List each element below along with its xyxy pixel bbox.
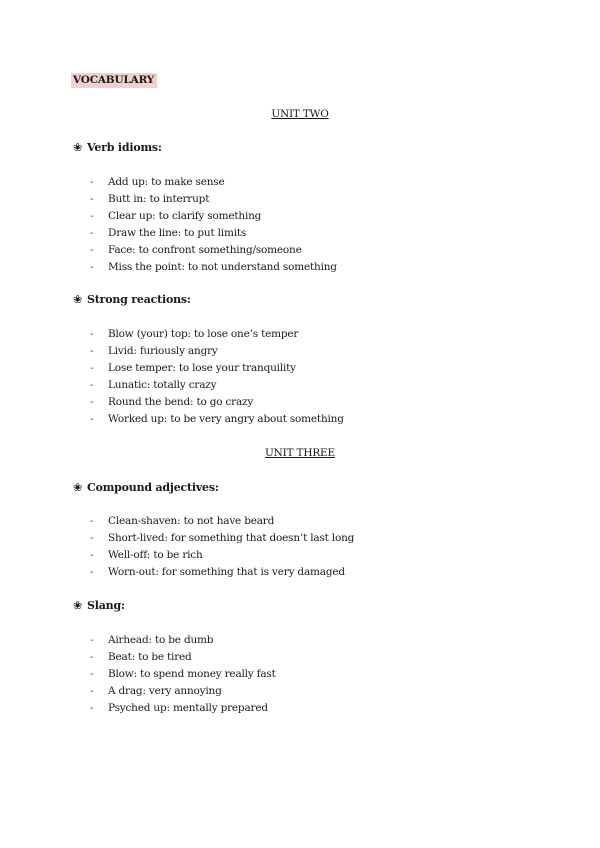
- section-heading-label: Strong reactions:: [87, 293, 191, 306]
- list-item: [90, 547, 354, 564]
- section-heading-label: Slang:: [87, 599, 125, 612]
- dash-bullet: -: [90, 702, 94, 714]
- list-item: [90, 530, 354, 547]
- dash-bullet: -: [90, 193, 94, 205]
- dash-bullet: -: [90, 634, 94, 646]
- slang-list: [90, 632, 276, 717]
- list-item: [90, 666, 276, 683]
- strong-reactions-list: [90, 326, 344, 428]
- dash-bullet: -: [90, 379, 94, 391]
- list-item: [90, 377, 344, 394]
- section-heading-verb-idioms: [73, 141, 162, 154]
- list-item-text: Blow: to spend money really fast: [108, 668, 276, 680]
- list-item: [90, 564, 354, 581]
- dash-bullet: -: [90, 668, 94, 680]
- document-title: VOCABULARY: [71, 73, 157, 88]
- list-item: [90, 632, 276, 649]
- dash-bullet: -: [90, 532, 94, 544]
- dash-bullet: -: [90, 685, 94, 697]
- list-item: [90, 208, 337, 225]
- list-item-text: Worked up: to be very angry about something: [108, 413, 344, 425]
- list-item: [90, 700, 276, 717]
- list-item-text: Draw the line: to put limits: [108, 227, 247, 239]
- list-item-text: Round the bend: to go crazy: [108, 396, 254, 408]
- list-item: [90, 191, 337, 208]
- dash-bullet: -: [90, 566, 94, 578]
- list-item: [90, 242, 337, 259]
- dash-bullet: -: [90, 413, 94, 425]
- dash-bullet: -: [90, 244, 94, 256]
- list-item: [90, 259, 337, 276]
- list-item: [90, 411, 344, 428]
- list-item-text: Lose temper: to lose your tranquility: [108, 362, 296, 374]
- list-item: [90, 394, 344, 411]
- list-item: [90, 649, 276, 666]
- list-item: [90, 225, 337, 242]
- dash-bullet: -: [90, 261, 94, 273]
- list-item-text: Face: to confront something/someone: [108, 244, 302, 256]
- list-item-text: Clean-shaven: to not have beard: [108, 515, 275, 527]
- list-item: [90, 326, 344, 343]
- list-item: [90, 174, 337, 191]
- dash-bullet: -: [90, 227, 94, 239]
- dash-bullet: -: [90, 362, 94, 374]
- list-item: [90, 683, 276, 700]
- list-item-text: A drag: very annoying: [108, 685, 222, 697]
- dash-bullet: -: [90, 210, 94, 222]
- dash-bullet: -: [90, 651, 94, 663]
- compound-adjectives-list: [90, 513, 354, 581]
- list-item-text: Airhead: to be dumb: [108, 634, 214, 646]
- list-item-text: Worn-out: for something that is very damaged: [108, 566, 345, 578]
- section-heading-slang: [73, 599, 125, 612]
- list-item: [90, 513, 354, 530]
- list-item: [90, 360, 344, 377]
- section-heading-label: Verb idioms:: [87, 141, 162, 154]
- dash-bullet: -: [90, 176, 94, 188]
- list-item-text: Clear up: to clarify something: [108, 210, 262, 222]
- unit-two-heading: UNIT TWO: [271, 108, 329, 120]
- list-item: [90, 343, 344, 360]
- list-item-text: Psyched up: mentally prepared: [108, 702, 268, 714]
- section-heading-strong-reactions: [73, 293, 191, 306]
- unit-three-heading: UNIT THREE: [265, 447, 335, 459]
- list-item-text: Lunatic: totally crazy: [108, 379, 217, 391]
- list-item-text: Livid: furiously angry: [108, 345, 218, 357]
- list-item-text: Blow (your) top: to lose one’s temper: [108, 328, 299, 340]
- list-item-text: Well-off: to be rich: [108, 549, 203, 561]
- list-item-text: Miss the point: to not understand something: [108, 261, 337, 273]
- list-item-text: Butt in: to interrupt: [108, 193, 210, 205]
- section-heading-label: Compound adjectives:: [87, 481, 219, 494]
- dash-bullet: -: [90, 549, 94, 561]
- flower-icon: ❀: [73, 293, 83, 306]
- flower-icon: ❀: [73, 481, 83, 494]
- list-item-text: Beat: to be tired: [108, 651, 192, 663]
- dash-bullet: -: [90, 328, 94, 340]
- dash-bullet: -: [90, 345, 94, 357]
- verb-idioms-list: [90, 174, 337, 276]
- flower-icon: ❀: [73, 599, 83, 612]
- section-heading-compound-adjectives: [73, 481, 219, 494]
- list-item-text: Short-lived: for something that doesn’t last long: [108, 532, 355, 544]
- list-item-text: Add up: to make sense: [108, 176, 225, 188]
- dash-bullet: -: [90, 396, 94, 408]
- flower-icon: ❀: [73, 141, 83, 154]
- dash-bullet: -: [90, 515, 94, 527]
